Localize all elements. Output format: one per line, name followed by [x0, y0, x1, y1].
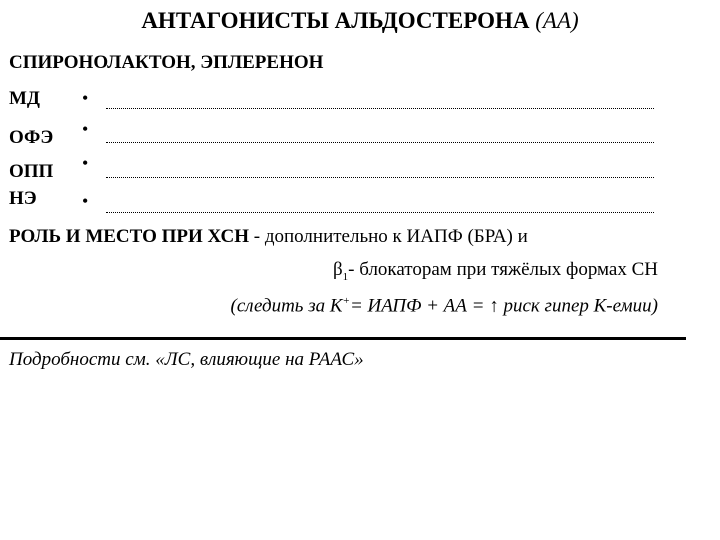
row-label: НЭ — [9, 188, 37, 209]
row-md — [0, 88, 720, 118]
title-abbreviation: (АА) — [535, 8, 579, 33]
title-main: АНТАГОНИСТЫ АЛЬДОСТЕРОНА — [141, 8, 536, 33]
row-ne — [0, 188, 720, 218]
row-label: ОФЭ — [9, 127, 54, 148]
slide-title — [0, 8, 720, 34]
role-line-1 — [9, 226, 528, 248]
drug-names: СПИРОНОЛАКТОН, ЭПЛЕРЕНОН — [9, 52, 324, 73]
note-part-a: (следить за К — [230, 295, 343, 317]
row-ofe — [0, 119, 720, 152]
beta-symbol: β — [333, 259, 343, 280]
fill-in-line — [106, 177, 654, 178]
role-text-1: - дополнительно к ИАПФ (БРА) и — [249, 226, 528, 247]
bullet-icon: • — [82, 191, 89, 211]
beta-subscript: 1 — [342, 270, 349, 283]
note-part-b: = ИАПФ + АА = ↑ риск гипер К-емии) — [349, 295, 658, 317]
note-superscript: + — [342, 295, 350, 307]
fill-in-line — [106, 108, 654, 109]
row-label: ОПП — [9, 161, 54, 182]
role-text-2: - блокаторам при тяжёлых формах СН — [348, 259, 658, 280]
role-line-2 — [333, 259, 658, 283]
role-note — [231, 295, 659, 317]
fill-in-line — [106, 212, 654, 213]
fill-in-line — [106, 142, 654, 143]
row-opp — [0, 153, 720, 186]
bullet-icon: • — [82, 119, 89, 139]
row-label: МД — [9, 88, 41, 109]
footnote: Подробности см. «ЛС, влияющие на РААС» — [9, 349, 364, 370]
divider — [0, 337, 686, 340]
bullet-icon: • — [82, 153, 89, 173]
bullet-icon: • — [82, 88, 89, 108]
role-heading: РОЛЬ И МЕСТО ПРИ ХСН — [9, 226, 250, 247]
